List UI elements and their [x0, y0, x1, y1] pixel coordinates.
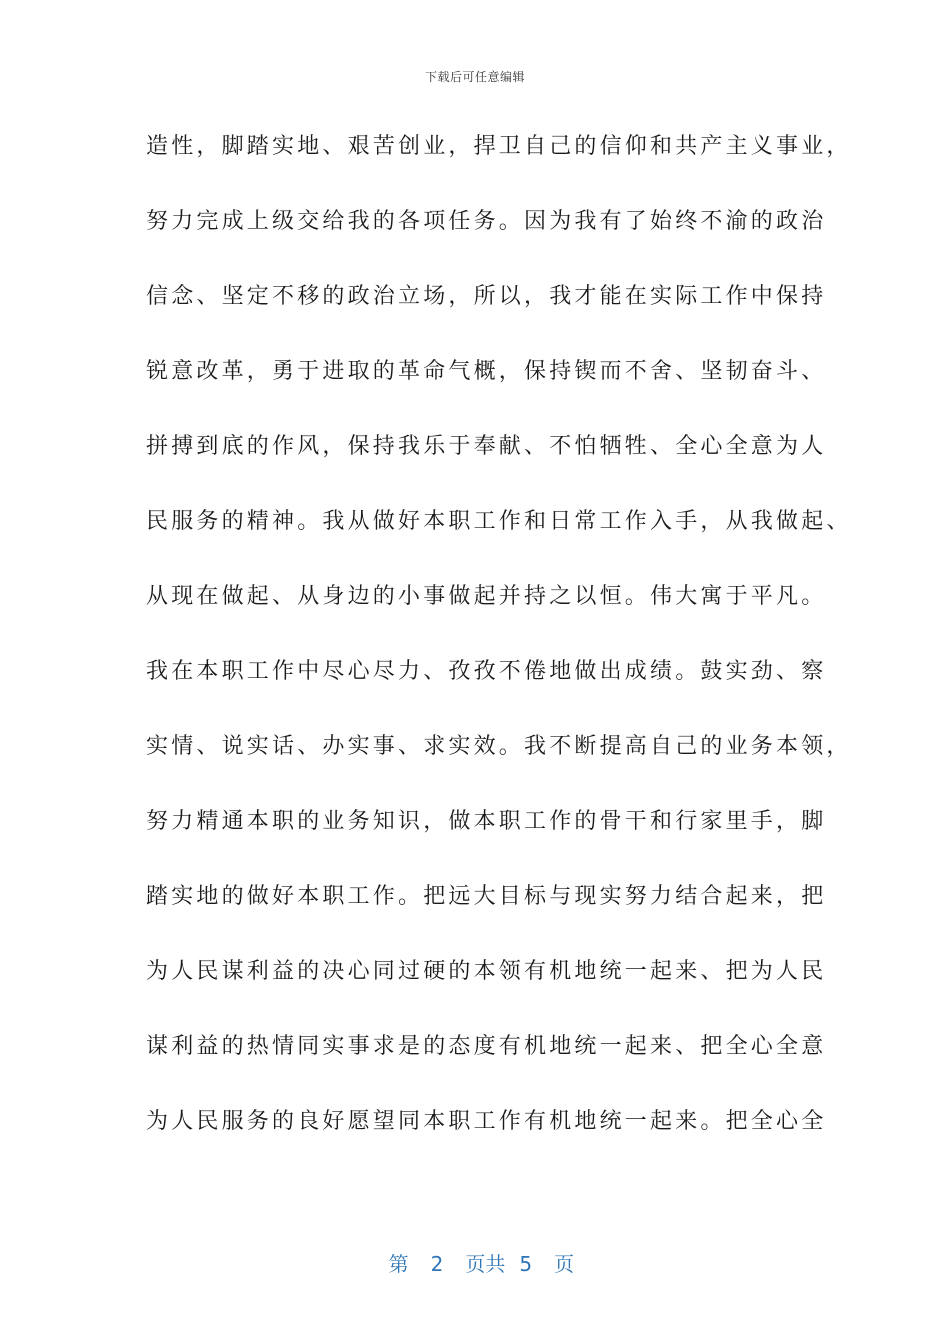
text-line: 我在本职工作中尽心尽力、孜孜不倦地做出成绩。鼓实劲、察 — [146, 659, 827, 684]
text-line: 锐意改革，勇于进取的革命气概，保持锲而不舍、坚韧奋斗、 — [146, 359, 827, 384]
page-label-suffix: 页 — [554, 1252, 575, 1276]
text-line: 为人民服务的良好愿望同本职工作有机地统一起来。把全心全 — [146, 1109, 827, 1134]
current-page-number: 2 — [430, 1252, 444, 1276]
text-line: 努力精通本职的业务知识，做本职工作的骨干和行家里手，脚 — [146, 809, 827, 834]
page-label-middle: 页共 — [465, 1252, 506, 1276]
text-line: 从现在做起、从身边的小事做起并持之以恒。伟大寓于平凡。 — [146, 584, 827, 609]
text-line: 民服务的精神。我从做好本职工作和日常工作入手，从我做起、 — [146, 509, 852, 534]
text-line: 为人民谋利益的决心同过硬的本领有机地统一起来、把为人民 — [146, 959, 827, 984]
text-line: 踏实地的做好本职工作。把远大目标与现实努力结合起来，把 — [146, 884, 827, 909]
total-pages-number: 5 — [519, 1252, 533, 1276]
text-line: 信念、坚定不移的政治立场，所以，我才能在实际工作中保持 — [146, 284, 827, 309]
page-label-prefix: 第 — [388, 1252, 409, 1276]
text-line: 造性，脚踏实地、艰苦创业，捍卫自己的信仰和共产主义事业， — [146, 134, 852, 159]
page-number-footer — [0, 1224, 950, 1277]
text-line: 实情、说实话、办实事、求实效。我不断提高自己的业务本领， — [146, 734, 852, 759]
text-line: 努力完成上级交给我的各项任务。因为我有了始终不渝的政治 — [146, 209, 827, 234]
document-body — [146, 125, 852, 1175]
text-line: 谋利益的热情同实事求是的态度有机地统一起来、把全心全意 — [146, 1034, 827, 1059]
text-line: 拼搏到底的作风，保持我乐于奉献、不怕牺牲、全心全意为人 — [146, 434, 827, 459]
header-note: 下载后可任意编辑 — [424, 70, 525, 84]
